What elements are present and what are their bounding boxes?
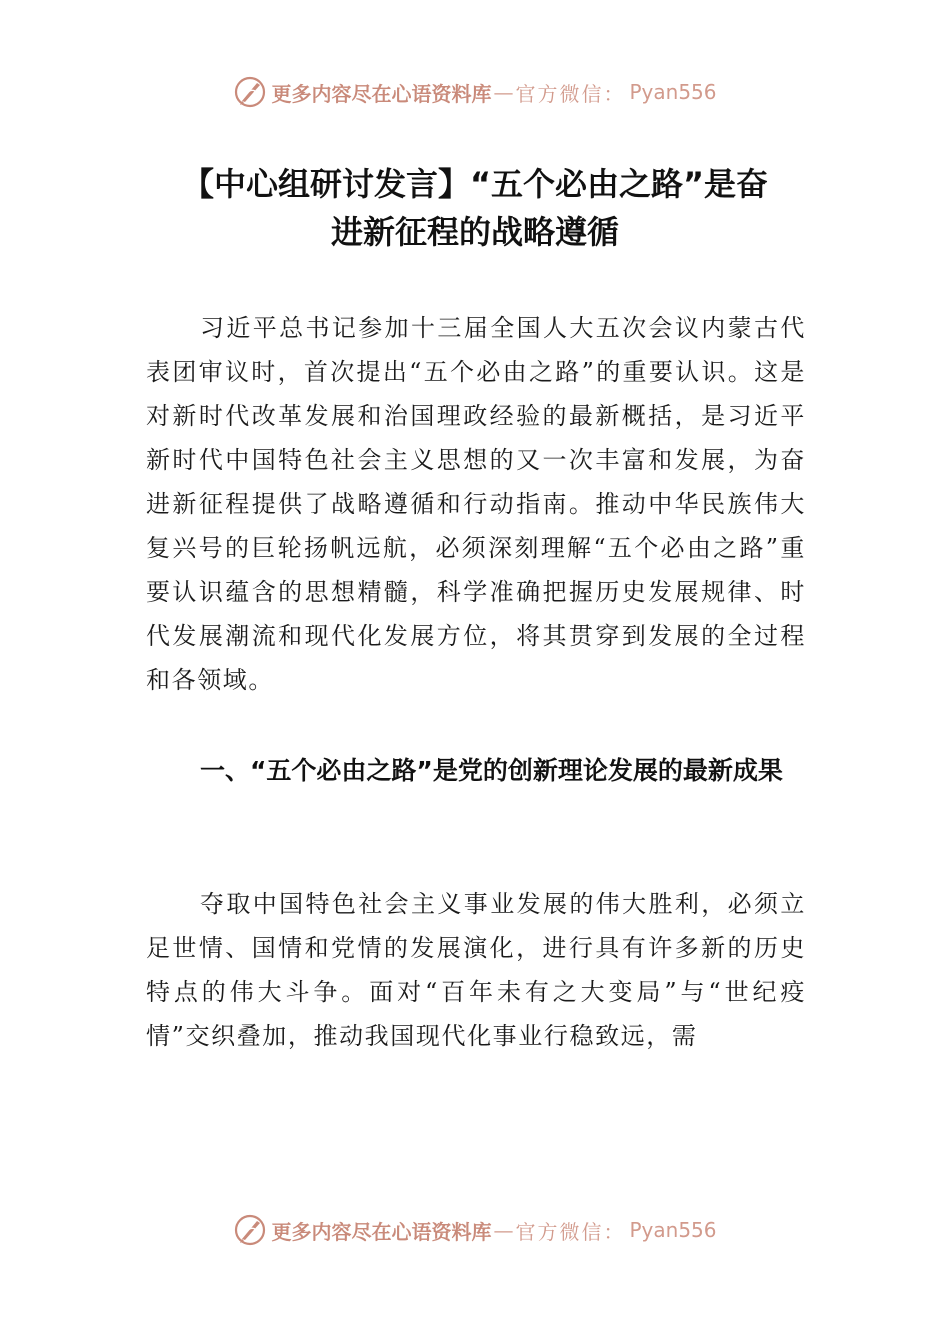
banner-wechat-label: 官方微信：: [515, 1219, 626, 1244]
banner-wechat-label: 官方微信：: [515, 81, 626, 106]
banner-site-text: 更多内容尽在心语资料库: [271, 1219, 492, 1244]
document-title: [0, 160, 950, 256]
document-title-line-2: 进新征程的战略遵循: [330, 213, 619, 251]
body-paragraph-1: 习近平总书记参加十三届全国人大五次会议内蒙古代表团审议时，首次提出“五个必由之路”的重要认识。这是对新时代改革发展和治国理政经验的最新概括，是习近平新时代中国特色社会主义思想的又一次丰富和发展，为奋进新征程提供了战略遵循和行动指南。推动中华民族伟大复兴号的巨轮扬帆远航，必须深刻理解“五个必由之路”重要认识蕴含的思想精髓，科学准确把握历史发展规律、时代发展潮流和现代化发展方位，将其贯穿到发展的全过程和各领域。: [146, 314, 806, 694]
document-title-line-1: 【中心组研讨发言】“五个必由之路”是奋: [181, 165, 769, 203]
footer-banner: [0, 1210, 950, 1250]
banner-wechat-id: Pyan556: [629, 1218, 717, 1242]
section-heading-1: 一、“五个必由之路”是党的创新理论发展的最新成果: [200, 756, 783, 785]
quill-pen-logo-icon: [233, 75, 267, 109]
banner-site-text: 更多内容尽在心语资料库: [271, 81, 492, 106]
quill-pen-logo-icon: [233, 1213, 267, 1247]
banner-wechat-id: Pyan556: [629, 80, 717, 104]
banner-separator: —: [493, 1218, 514, 1242]
header-banner: [0, 72, 950, 112]
banner-separator: —: [493, 80, 514, 104]
body-paragraph-2: 夺取中国特色社会主义事业发展的伟大胜利，必须立足世情、国情和党情的发展演化，进行具有许多新的历史特点的伟大斗争。面对“百年未有之大变局”与“世纪疫情”交织叠加，推动我国现代化事业行稳致远，需: [146, 890, 806, 1050]
